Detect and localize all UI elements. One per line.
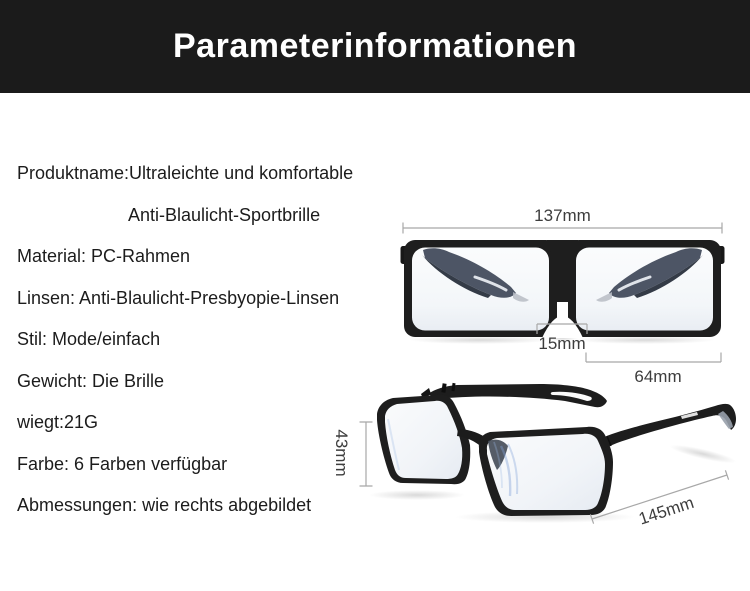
spec-line-weight-2: wiegt:21G (17, 412, 99, 432)
product-specs (17, 153, 377, 527)
front-width-label: 137mm (534, 206, 591, 225)
page-title: Parameterinformationen (173, 27, 577, 65)
spec-line-weight: Gewicht: Die Brille (17, 370, 165, 391)
header-banner (0, 0, 750, 93)
dimension-lens-width (586, 353, 721, 387)
spec-line-product-name: Produktname:Ultraleichte und komfortable (17, 163, 354, 183)
dimension-front-width (403, 206, 722, 234)
product-diagram (325, 198, 745, 535)
lens-width-label: 64mm (634, 367, 682, 386)
spec-line-lenses: Linsen: Anti-Blaulicht-Presbyopie-Linsen (17, 287, 340, 308)
bridge-width-label: 15mm (538, 334, 586, 353)
temple-length-label: 145mm (636, 492, 697, 529)
spec-line-material: Material: PC-Rahmen (17, 246, 191, 266)
spec-line-color: Farbe: 6 Farben verfügbar (17, 453, 228, 474)
dimension-lens-height (332, 422, 373, 486)
spec-line-style: Stil: Mode/einfach (17, 329, 161, 349)
spec-line-product-name-2: Anti-Blaulicht-Sportbrille (128, 204, 321, 225)
lens-height-label: 43mm (332, 429, 351, 477)
spec-line-dimensions: Abmessungen: wie rechts abgebildet (17, 495, 312, 515)
glasses-front-view-image (401, 240, 725, 344)
